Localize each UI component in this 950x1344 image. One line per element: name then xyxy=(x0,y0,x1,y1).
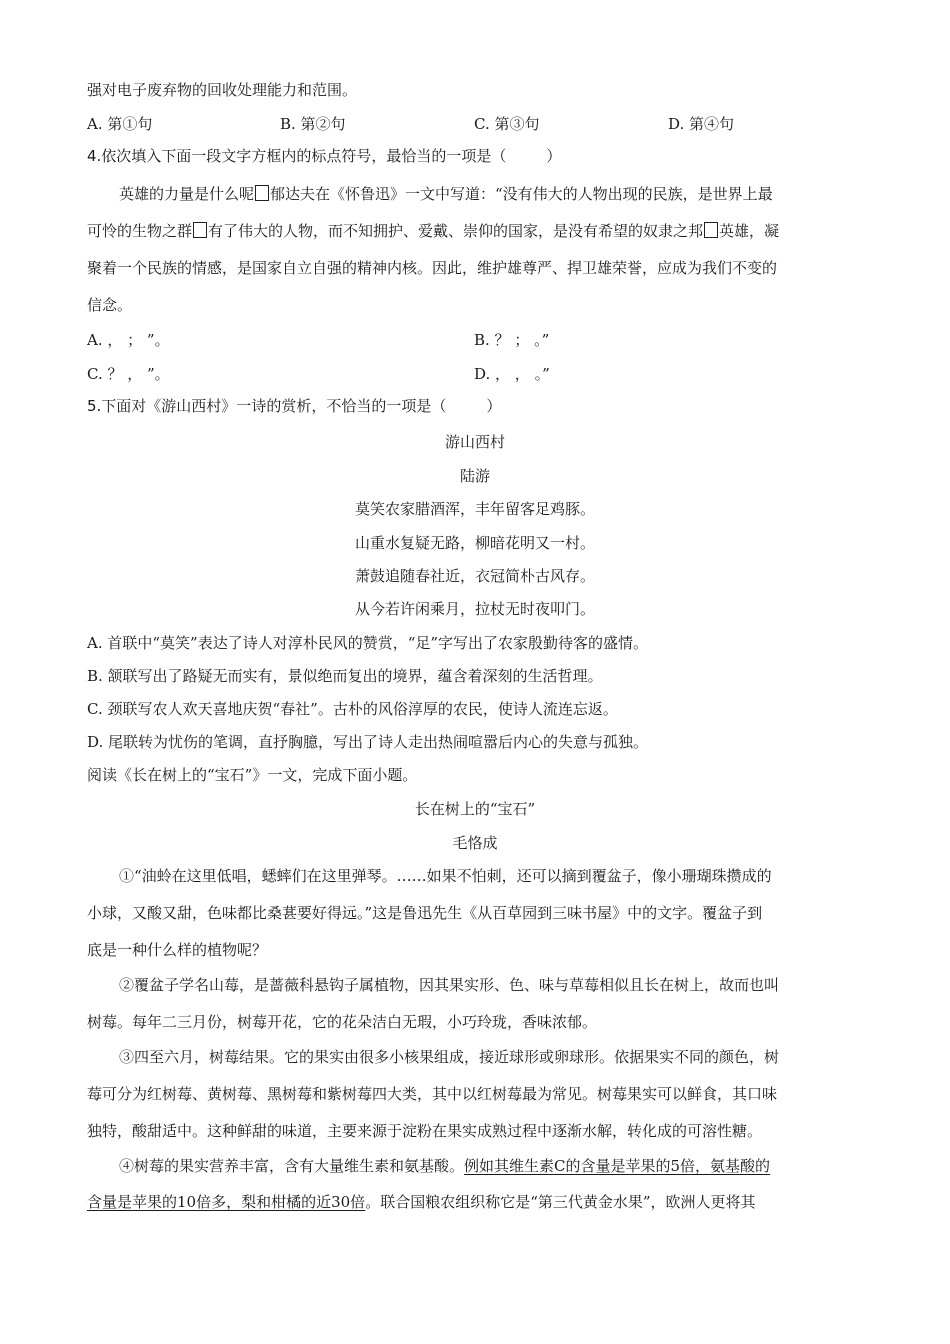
article-author: 毛恪成 xyxy=(452,834,498,852)
option-a: A. 首联中“莫笑”表达了诗人对淳朴民风的赞赏，“足”字写出了农家殷勤待客的盛情。 xyxy=(87,634,649,652)
stem-close: ） xyxy=(486,397,502,415)
option-b: B. ？ ； 。” xyxy=(474,331,550,349)
stem-text: 4.依次填入下面一段文字方框内的标点符号，最恰当的一项是（ xyxy=(87,147,507,165)
passage-text: 英雄的力量是什么呢 xyxy=(119,185,255,203)
underlined-text: 例如其维生素C的含量是苹果的5倍，氨基酸的 xyxy=(464,1157,771,1175)
article-text: ④树莓的果实营养丰富，含有大量维生素和氨基酸。 xyxy=(119,1157,465,1175)
article-line: ②覆盆子学名山莓，是蔷薇科悬钩子属植物，因其果实形、色、味与草莓相似且长在树上，故而也叫 xyxy=(119,976,780,994)
article-line: 树莓。每年二三月份，树莓开花，它的花朵洁白无瑕，小巧玲珑，香味浓郁。 xyxy=(87,1013,598,1031)
option-d: D. 第④句 xyxy=(668,115,735,133)
stem-text: 5.下面对《游山西村》一诗的赏析，不恰当的一项是（ xyxy=(87,397,447,415)
article-line xyxy=(119,1156,770,1176)
blank-box xyxy=(704,222,718,238)
reading-intro: 阅读《长在树上的“宝石”》一文，完成下面小题。 xyxy=(87,766,418,784)
poem-line: 莫笑农家腊酒浑，丰年留客足鸡豚。 xyxy=(354,500,595,518)
passage-text: 英雄，凝 xyxy=(719,222,780,240)
poem-author: 陆游 xyxy=(459,467,490,485)
option-c: C. ？ ， ”。 xyxy=(87,365,170,383)
article-line: 独特，酸甜适中。这种鲜甜的味道，主要来源于淀粉在果实成熟过程中逐渐水解，转化成的可溶性糖。 xyxy=(87,1122,763,1140)
passage-line xyxy=(119,184,773,204)
article-line: ①“油蛉在这里低唱，蟋蟀们在这里弹琴。……如果不怕刺，还可以摘到覆盆子，像小珊瑚珠攒成的 xyxy=(119,867,772,885)
article-line: 底是一种什么样的植物呢？ xyxy=(87,941,268,959)
option-c: C. 颈联写农人欢天喜地庆贺“春社”。古朴的风俗淳厚的农民，使诗人流连忘返。 xyxy=(87,700,618,718)
question-4-stem xyxy=(87,146,561,166)
passage-line xyxy=(87,221,779,241)
article-text: 。联合国粮农组织称它是“第三代黄金水果”，欧洲人更将其 xyxy=(365,1193,756,1211)
poem-line: 从今若许闲乘月，拉杖无时夜叩门。 xyxy=(354,600,595,618)
option-b: B. 第②句 xyxy=(280,115,346,133)
option-c: C. 第③句 xyxy=(474,115,540,133)
article-line xyxy=(87,1192,756,1212)
passage-text: 可怜的生物之群 xyxy=(87,222,193,240)
option-a: A. 第①句 xyxy=(87,115,153,133)
poem-line: 山重水复疑无路，柳暗花明又一村。 xyxy=(354,534,595,552)
article-line: 小球，又酸又甜，色味都比桑葚要好得远。”这是鲁迅先生《从百草园到三味书屋》中的文字。覆盆子到 xyxy=(87,904,763,922)
poem-title: 游山西村 xyxy=(444,433,505,451)
article-line: 莓可分为红树莓、黄树莓、黑树莓和紫树莓四大类，其中以红树莓最为常见。树莓果实可以鲜食，其口味 xyxy=(87,1085,778,1103)
blank-box xyxy=(193,222,207,238)
option-d: D. 尾联转为忧伤的笔调，直抒胸臆，写出了诗人走出热闹喧嚣后内心的失意与孤独。 xyxy=(87,733,649,751)
article-title: 长在树上的“宝石” xyxy=(414,800,536,818)
question-5-stem xyxy=(87,396,501,416)
option-a: A. ， ； ”。 xyxy=(87,331,170,349)
passage-line: 聚着一个民族的情感，是国家自立自强的精神内核。因此，维护雄尊严、捍卫雄荣誉，应成为我们不变的 xyxy=(87,259,778,277)
text-line: 强对电子废弃物的回收处理能力和范围。 xyxy=(87,81,358,99)
blank-box xyxy=(255,185,269,201)
option-d: D. ， ， 。” xyxy=(474,365,550,383)
underlined-text: 含量是苹果的10倍多，梨和柑橘的近30倍 xyxy=(87,1193,366,1211)
option-b: B. 颔联写出了路疑无而实有，景似绝而复出的境界，蕴含着深刻的生活哲理。 xyxy=(87,667,603,685)
passage-text: 郁达夫在《怀鲁迅》一文中写道：“没有伟大的人物出现的民族，是世界上最 xyxy=(270,185,773,203)
poem-line: 萧鼓追随春社近，衣冠简朴古风存。 xyxy=(354,567,595,585)
stem-close: ） xyxy=(546,147,562,165)
passage-text: 有了伟大的人物，而不知拥护、爱戴、崇仰的国家，是没有希望的奴隶之邦 xyxy=(208,222,704,240)
passage-line: 信念。 xyxy=(87,296,133,314)
article-line: ③四至六月，树莓结果。它的果实由很多小核果组成，接近球形或卵球形。依据果实不同的颜色，树 xyxy=(119,1048,780,1066)
